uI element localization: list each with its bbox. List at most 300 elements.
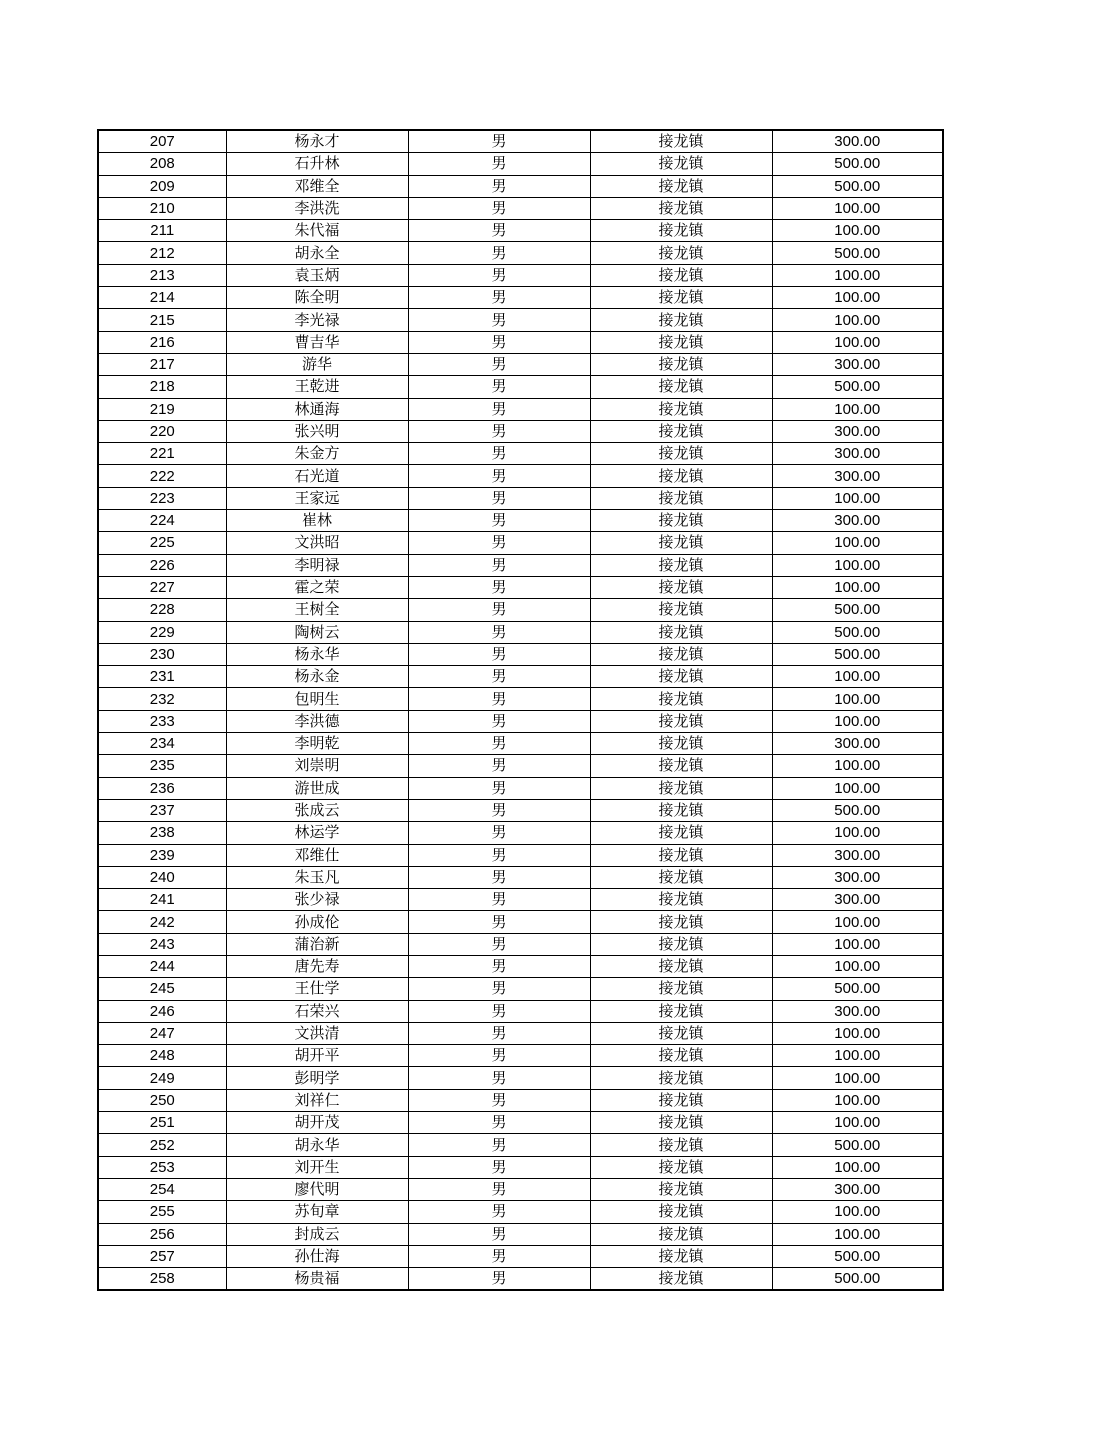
person-name-cell: 刘崇明 <box>226 755 408 777</box>
gender-cell: 男 <box>408 220 590 242</box>
table-row <box>98 822 943 844</box>
table-row <box>98 1045 943 1067</box>
row-number-cell: 244 <box>98 955 226 977</box>
row-number-cell: 245 <box>98 978 226 1000</box>
table-row <box>98 465 943 487</box>
amount-cell: 100.00 <box>772 755 943 777</box>
amount-cell: 300.00 <box>772 130 943 153</box>
person-name-cell: 袁玉炳 <box>226 264 408 286</box>
town-cell: 接龙镇 <box>590 621 772 643</box>
row-number-cell: 221 <box>98 443 226 465</box>
table-row <box>98 130 943 153</box>
person-name-cell: 王家远 <box>226 487 408 509</box>
row-number-cell: 220 <box>98 420 226 442</box>
amount-cell: 500.00 <box>772 242 943 264</box>
person-name-cell: 林通海 <box>226 398 408 420</box>
gender-cell: 男 <box>408 599 590 621</box>
amount-cell: 100.00 <box>772 666 943 688</box>
town-cell: 接龙镇 <box>590 799 772 821</box>
amount-cell: 300.00 <box>772 733 943 755</box>
gender-cell: 男 <box>408 510 590 532</box>
town-cell: 接龙镇 <box>590 576 772 598</box>
amount-cell: 100.00 <box>772 822 943 844</box>
row-number-cell: 251 <box>98 1112 226 1134</box>
town-cell: 接龙镇 <box>590 376 772 398</box>
row-number-cell: 227 <box>98 576 226 598</box>
table-row <box>98 755 943 777</box>
amount-cell: 500.00 <box>772 1134 943 1156</box>
amount-cell: 100.00 <box>772 197 943 219</box>
gender-cell: 男 <box>408 844 590 866</box>
amount-cell: 100.00 <box>772 1067 943 1089</box>
table-row <box>98 777 943 799</box>
table-row <box>98 889 943 911</box>
amount-cell: 100.00 <box>772 532 943 554</box>
table-row <box>98 1112 943 1134</box>
gender-cell: 男 <box>408 554 590 576</box>
amount-cell: 500.00 <box>772 643 943 665</box>
gender-cell: 男 <box>408 1156 590 1178</box>
person-name-cell: 廖代明 <box>226 1178 408 1200</box>
amount-cell: 500.00 <box>772 599 943 621</box>
person-name-cell: 王仕学 <box>226 978 408 1000</box>
town-cell: 接龙镇 <box>590 510 772 532</box>
amount-cell: 100.00 <box>772 554 943 576</box>
amount-cell: 300.00 <box>772 844 943 866</box>
amount-cell: 100.00 <box>772 1089 943 1111</box>
person-name-cell: 李洪德 <box>226 710 408 732</box>
gender-cell: 男 <box>408 733 590 755</box>
gender-cell: 男 <box>408 353 590 375</box>
amount-cell: 300.00 <box>772 866 943 888</box>
gender-cell: 男 <box>408 264 590 286</box>
amount-cell: 500.00 <box>772 175 943 197</box>
gender-cell: 男 <box>408 287 590 309</box>
town-cell: 接龙镇 <box>590 866 772 888</box>
table-row <box>98 1268 943 1291</box>
gender-cell: 男 <box>408 376 590 398</box>
town-cell: 接龙镇 <box>590 688 772 710</box>
person-name-cell: 朱代福 <box>226 220 408 242</box>
person-name-cell: 朱玉凡 <box>226 866 408 888</box>
town-cell: 接龙镇 <box>590 1245 772 1267</box>
person-name-cell: 王乾进 <box>226 376 408 398</box>
row-number-cell: 246 <box>98 1000 226 1022</box>
amount-cell: 100.00 <box>772 1223 943 1245</box>
row-number-cell: 236 <box>98 777 226 799</box>
amount-cell: 100.00 <box>772 933 943 955</box>
row-number-cell: 223 <box>98 487 226 509</box>
town-cell: 接龙镇 <box>590 130 772 153</box>
gender-cell: 男 <box>408 1112 590 1134</box>
gender-cell: 男 <box>408 197 590 219</box>
gender-cell: 男 <box>408 398 590 420</box>
table-row <box>98 621 943 643</box>
amount-cell: 500.00 <box>772 621 943 643</box>
town-cell: 接龙镇 <box>590 153 772 175</box>
row-number-cell: 250 <box>98 1089 226 1111</box>
gender-cell: 男 <box>408 1223 590 1245</box>
table-row <box>98 153 943 175</box>
town-cell: 接龙镇 <box>590 1223 772 1245</box>
town-cell: 接龙镇 <box>590 978 772 1000</box>
town-cell: 接龙镇 <box>590 1045 772 1067</box>
roster-table <box>97 129 944 1291</box>
row-number-cell: 218 <box>98 376 226 398</box>
gender-cell: 男 <box>408 309 590 331</box>
table-row <box>98 554 943 576</box>
town-cell: 接龙镇 <box>590 309 772 331</box>
town-cell: 接龙镇 <box>590 264 772 286</box>
row-number-cell: 248 <box>98 1045 226 1067</box>
person-name-cell: 游世成 <box>226 777 408 799</box>
row-number-cell: 219 <box>98 398 226 420</box>
gender-cell: 男 <box>408 688 590 710</box>
amount-cell: 100.00 <box>772 777 943 799</box>
amount-cell: 100.00 <box>772 1112 943 1134</box>
person-name-cell: 彭明学 <box>226 1067 408 1089</box>
gender-cell: 男 <box>408 242 590 264</box>
table-row <box>98 799 943 821</box>
gender-cell: 男 <box>408 1067 590 1089</box>
town-cell: 接龙镇 <box>590 175 772 197</box>
gender-cell: 男 <box>408 777 590 799</box>
gender-cell: 男 <box>408 666 590 688</box>
person-name-cell: 邓维仕 <box>226 844 408 866</box>
amount-cell: 100.00 <box>772 220 943 242</box>
town-cell: 接龙镇 <box>590 287 772 309</box>
gender-cell: 男 <box>408 153 590 175</box>
person-name-cell: 胡永华 <box>226 1134 408 1156</box>
amount-cell: 300.00 <box>772 1178 943 1200</box>
gender-cell: 男 <box>408 1022 590 1044</box>
gender-cell: 男 <box>408 420 590 442</box>
row-number-cell: 217 <box>98 353 226 375</box>
person-name-cell: 刘祥仁 <box>226 1089 408 1111</box>
row-number-cell: 252 <box>98 1134 226 1156</box>
table-row <box>98 510 943 532</box>
town-cell: 接龙镇 <box>590 755 772 777</box>
town-cell: 接龙镇 <box>590 599 772 621</box>
person-name-cell: 杨永才 <box>226 130 408 153</box>
table-row <box>98 1201 943 1223</box>
row-number-cell: 213 <box>98 264 226 286</box>
town-cell: 接龙镇 <box>590 353 772 375</box>
row-number-cell: 238 <box>98 822 226 844</box>
row-number-cell: 234 <box>98 733 226 755</box>
amount-cell: 100.00 <box>772 398 943 420</box>
person-name-cell: 刘开生 <box>226 1156 408 1178</box>
person-name-cell: 包明生 <box>226 688 408 710</box>
amount-cell: 100.00 <box>772 1156 943 1178</box>
amount-cell: 300.00 <box>772 443 943 465</box>
table-row <box>98 420 943 442</box>
row-number-cell: 226 <box>98 554 226 576</box>
person-name-cell: 崔林 <box>226 510 408 532</box>
row-number-cell: 241 <box>98 889 226 911</box>
gender-cell: 男 <box>408 911 590 933</box>
gender-cell: 男 <box>408 710 590 732</box>
row-number-cell: 233 <box>98 710 226 732</box>
table-row <box>98 866 943 888</box>
person-name-cell: 蒲治新 <box>226 933 408 955</box>
table-row <box>98 911 943 933</box>
person-name-cell: 胡开茂 <box>226 1112 408 1134</box>
town-cell: 接龙镇 <box>590 1268 772 1291</box>
row-number-cell: 216 <box>98 331 226 353</box>
row-number-cell: 235 <box>98 755 226 777</box>
gender-cell: 男 <box>408 978 590 1000</box>
row-number-cell: 212 <box>98 242 226 264</box>
person-name-cell: 文洪清 <box>226 1022 408 1044</box>
row-number-cell: 240 <box>98 866 226 888</box>
town-cell: 接龙镇 <box>590 666 772 688</box>
table-row <box>98 643 943 665</box>
amount-cell: 100.00 <box>772 710 943 732</box>
row-number-cell: 255 <box>98 1201 226 1223</box>
table-row <box>98 331 943 353</box>
town-cell: 接龙镇 <box>590 777 772 799</box>
table-row <box>98 1000 943 1022</box>
amount-cell: 500.00 <box>772 799 943 821</box>
town-cell: 接龙镇 <box>590 1067 772 1089</box>
town-cell: 接龙镇 <box>590 398 772 420</box>
person-name-cell: 杨永华 <box>226 643 408 665</box>
row-number-cell: 211 <box>98 220 226 242</box>
table-row <box>98 398 943 420</box>
gender-cell: 男 <box>408 1201 590 1223</box>
table-row <box>98 1134 943 1156</box>
row-number-cell: 253 <box>98 1156 226 1178</box>
gender-cell: 男 <box>408 643 590 665</box>
table-row <box>98 1089 943 1111</box>
row-number-cell: 229 <box>98 621 226 643</box>
row-number-cell: 209 <box>98 175 226 197</box>
town-cell: 接龙镇 <box>590 1134 772 1156</box>
gender-cell: 男 <box>408 799 590 821</box>
person-name-cell: 李洪洗 <box>226 197 408 219</box>
table-row <box>98 309 943 331</box>
town-cell: 接龙镇 <box>590 465 772 487</box>
town-cell: 接龙镇 <box>590 955 772 977</box>
row-number-cell: 207 <box>98 130 226 153</box>
amount-cell: 100.00 <box>772 309 943 331</box>
row-number-cell: 239 <box>98 844 226 866</box>
amount-cell: 500.00 <box>772 376 943 398</box>
row-number-cell: 214 <box>98 287 226 309</box>
gender-cell: 男 <box>408 621 590 643</box>
roster-table-body <box>98 130 943 1290</box>
town-cell: 接龙镇 <box>590 643 772 665</box>
town-cell: 接龙镇 <box>590 1000 772 1022</box>
town-cell: 接龙镇 <box>590 1156 772 1178</box>
gender-cell: 男 <box>408 175 590 197</box>
amount-cell: 100.00 <box>772 1201 943 1223</box>
table-row <box>98 1223 943 1245</box>
amount-cell: 100.00 <box>772 1022 943 1044</box>
table-row <box>98 353 943 375</box>
person-name-cell: 朱金方 <box>226 443 408 465</box>
person-name-cell: 李明乾 <box>226 733 408 755</box>
gender-cell: 男 <box>408 1268 590 1291</box>
person-name-cell: 苏旬章 <box>226 1201 408 1223</box>
person-name-cell: 霍之荣 <box>226 576 408 598</box>
gender-cell: 男 <box>408 889 590 911</box>
person-name-cell: 文洪昭 <box>226 532 408 554</box>
amount-cell: 300.00 <box>772 510 943 532</box>
town-cell: 接龙镇 <box>590 1112 772 1134</box>
town-cell: 接龙镇 <box>590 822 772 844</box>
town-cell: 接龙镇 <box>590 844 772 866</box>
person-name-cell: 杨贵福 <box>226 1268 408 1291</box>
town-cell: 接龙镇 <box>590 220 772 242</box>
amount-cell: 300.00 <box>772 889 943 911</box>
gender-cell: 男 <box>408 532 590 554</box>
person-name-cell: 游华 <box>226 353 408 375</box>
gender-cell: 男 <box>408 487 590 509</box>
gender-cell: 男 <box>408 1000 590 1022</box>
table-row <box>98 733 943 755</box>
table-row <box>98 710 943 732</box>
amount-cell: 300.00 <box>772 465 943 487</box>
table-row <box>98 1245 943 1267</box>
row-number-cell: 230 <box>98 643 226 665</box>
amount-cell: 100.00 <box>772 331 943 353</box>
row-number-cell: 208 <box>98 153 226 175</box>
town-cell: 接龙镇 <box>590 733 772 755</box>
town-cell: 接龙镇 <box>590 242 772 264</box>
person-name-cell: 陶树云 <box>226 621 408 643</box>
row-number-cell: 228 <box>98 599 226 621</box>
gender-cell: 男 <box>408 755 590 777</box>
person-name-cell: 邓维全 <box>226 175 408 197</box>
amount-cell: 300.00 <box>772 353 943 375</box>
person-name-cell: 石光道 <box>226 465 408 487</box>
gender-cell: 男 <box>408 866 590 888</box>
table-row <box>98 955 943 977</box>
row-number-cell: 249 <box>98 1067 226 1089</box>
row-number-cell: 210 <box>98 197 226 219</box>
person-name-cell: 林运学 <box>226 822 408 844</box>
amount-cell: 100.00 <box>772 264 943 286</box>
table-row <box>98 487 943 509</box>
gender-cell: 男 <box>408 1178 590 1200</box>
table-row <box>98 242 943 264</box>
row-number-cell: 256 <box>98 1223 226 1245</box>
row-number-cell: 215 <box>98 309 226 331</box>
table-row <box>98 1178 943 1200</box>
town-cell: 接龙镇 <box>590 889 772 911</box>
town-cell: 接龙镇 <box>590 710 772 732</box>
person-name-cell: 张兴明 <box>226 420 408 442</box>
table-row <box>98 287 943 309</box>
amount-cell: 300.00 <box>772 420 943 442</box>
amount-cell: 100.00 <box>772 955 943 977</box>
gender-cell: 男 <box>408 465 590 487</box>
person-name-cell: 李光禄 <box>226 309 408 331</box>
amount-cell: 100.00 <box>772 287 943 309</box>
amount-cell: 500.00 <box>772 1245 943 1267</box>
town-cell: 接龙镇 <box>590 1022 772 1044</box>
gender-cell: 男 <box>408 1245 590 1267</box>
amount-cell: 100.00 <box>772 487 943 509</box>
table-row <box>98 1022 943 1044</box>
table-row <box>98 220 943 242</box>
row-number-cell: 247 <box>98 1022 226 1044</box>
gender-cell: 男 <box>408 130 590 153</box>
row-number-cell: 243 <box>98 933 226 955</box>
table-row <box>98 197 943 219</box>
table-row <box>98 599 943 621</box>
town-cell: 接龙镇 <box>590 554 772 576</box>
gender-cell: 男 <box>408 822 590 844</box>
gender-cell: 男 <box>408 443 590 465</box>
table-row <box>98 666 943 688</box>
row-number-cell: 222 <box>98 465 226 487</box>
row-number-cell: 257 <box>98 1245 226 1267</box>
town-cell: 接龙镇 <box>590 1178 772 1200</box>
table-row <box>98 933 943 955</box>
amount-cell: 300.00 <box>772 1000 943 1022</box>
gender-cell: 男 <box>408 576 590 598</box>
person-name-cell: 封成云 <box>226 1223 408 1245</box>
row-number-cell: 237 <box>98 799 226 821</box>
row-number-cell: 224 <box>98 510 226 532</box>
amount-cell: 100.00 <box>772 911 943 933</box>
town-cell: 接龙镇 <box>590 911 772 933</box>
person-name-cell: 杨永金 <box>226 666 408 688</box>
gender-cell: 男 <box>408 955 590 977</box>
town-cell: 接龙镇 <box>590 197 772 219</box>
person-name-cell: 张成云 <box>226 799 408 821</box>
table-row <box>98 576 943 598</box>
town-cell: 接龙镇 <box>590 532 772 554</box>
person-name-cell: 胡开平 <box>226 1045 408 1067</box>
person-name-cell: 陈全明 <box>226 287 408 309</box>
person-name-cell: 李明禄 <box>226 554 408 576</box>
amount-cell: 100.00 <box>772 688 943 710</box>
town-cell: 接龙镇 <box>590 1089 772 1111</box>
gender-cell: 男 <box>408 1134 590 1156</box>
amount-cell: 500.00 <box>772 978 943 1000</box>
person-name-cell: 孙成伦 <box>226 911 408 933</box>
row-number-cell: 254 <box>98 1178 226 1200</box>
row-number-cell: 225 <box>98 532 226 554</box>
table-row <box>98 1067 943 1089</box>
table-row <box>98 688 943 710</box>
town-cell: 接龙镇 <box>590 1201 772 1223</box>
row-number-cell: 231 <box>98 666 226 688</box>
amount-cell: 100.00 <box>772 576 943 598</box>
row-number-cell: 258 <box>98 1268 226 1291</box>
gender-cell: 男 <box>408 933 590 955</box>
table-row <box>98 844 943 866</box>
table-row <box>98 376 943 398</box>
gender-cell: 男 <box>408 1089 590 1111</box>
gender-cell: 男 <box>408 331 590 353</box>
town-cell: 接龙镇 <box>590 420 772 442</box>
person-name-cell: 唐先寿 <box>226 955 408 977</box>
amount-cell: 500.00 <box>772 153 943 175</box>
row-number-cell: 242 <box>98 911 226 933</box>
person-name-cell: 王树全 <box>226 599 408 621</box>
table-row <box>98 175 943 197</box>
table-row <box>98 443 943 465</box>
person-name-cell: 石荣兴 <box>226 1000 408 1022</box>
person-name-cell: 曹吉华 <box>226 331 408 353</box>
amount-cell: 100.00 <box>772 1045 943 1067</box>
amount-cell: 500.00 <box>772 1268 943 1291</box>
